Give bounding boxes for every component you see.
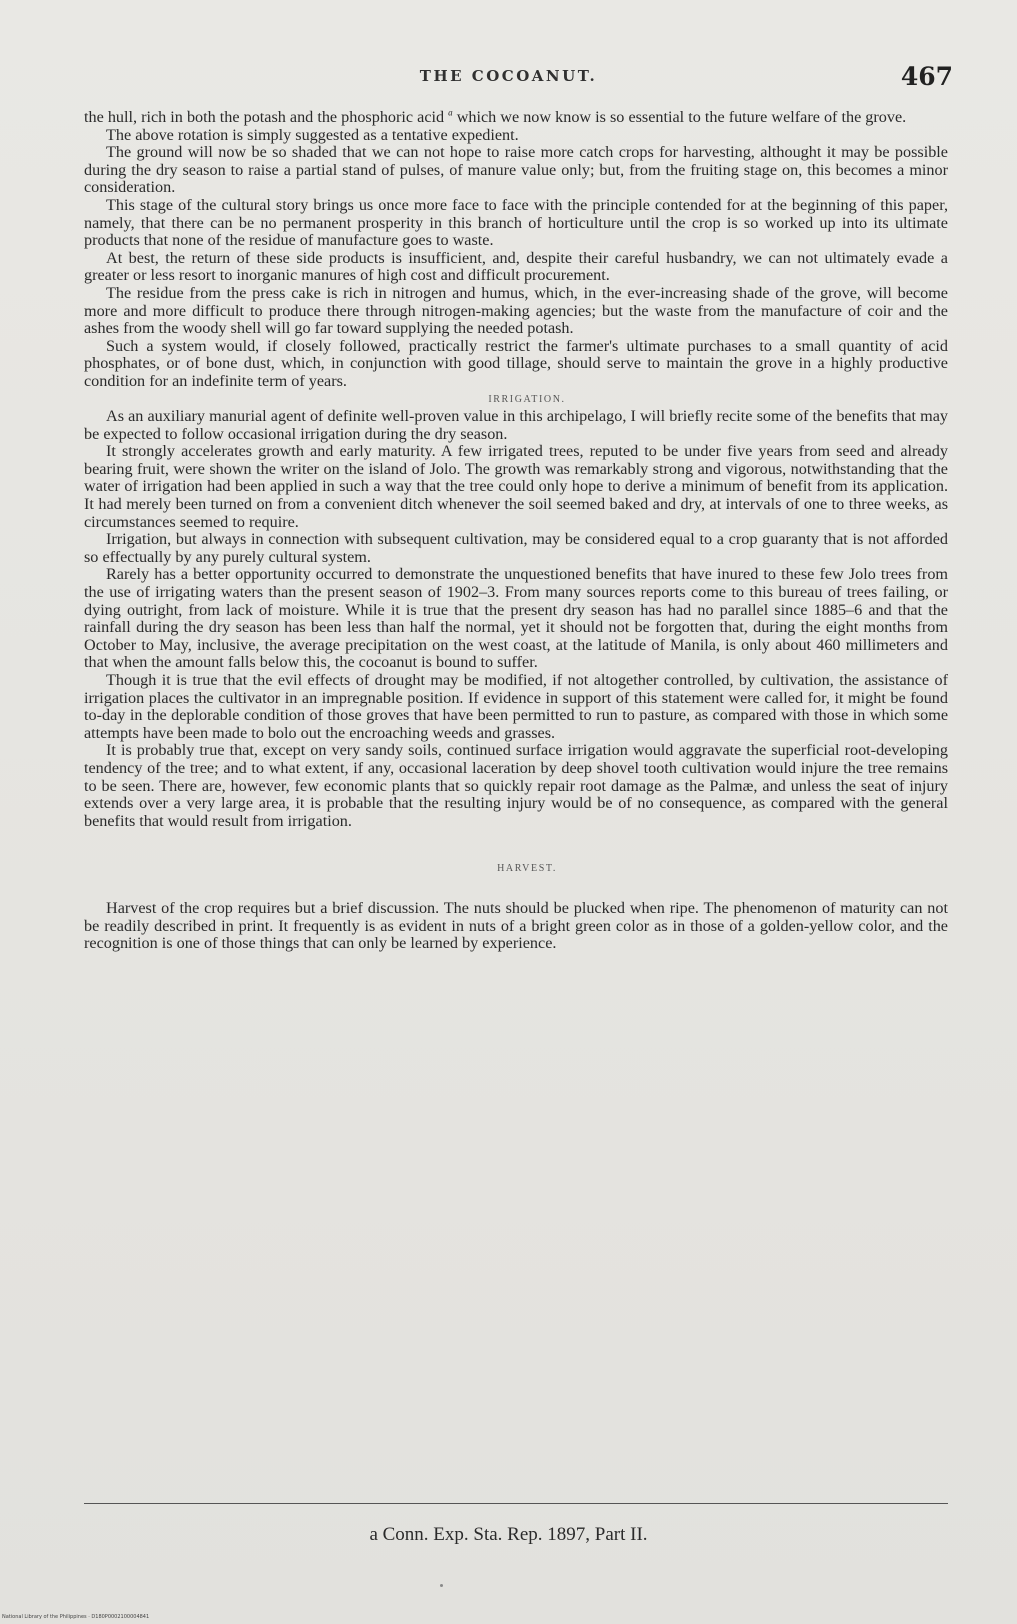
paragraph-opportunity: Rarely has a better opportunity occurred to demonstrate the unquestioned benefits that have inured to these few Jolo trees from the use of irrigating waters than the present season of 1902–3. From many sources reports come to this bureau of trees failing, or dying outright, from lack of moisture. While it is true that the present dry season has had no parallel since 1885–6 and that the rainfall during the dry season has been less than half the normal, yet it should not be forgotten that, during the eight months from October to May, inclusive, the average precipitation on the west coast, at the latitude of Manila, is only about 460 millimeters and that when the amount falls below this, the cocoanut is bound to suffer. (84, 565, 948, 672)
footnote: a Conn. Exp. Sta. Rep. 1897, Part II. (369, 1524, 648, 1545)
scan-speck (440, 1584, 443, 1587)
paragraph-shaded: The ground will now be so shaded that we can not hope to raise more catch crops for harvesting, althought it may be possible during the dry season to raise a partial stand of pulses, of manure value only; but, from the fruiting stage on, this becomes a minor consideration. (84, 143, 948, 197)
footnote-marker: a (448, 107, 453, 118)
footnote-rule (84, 1503, 948, 1504)
paragraph-hull (84, 109, 948, 127)
paragraph-harvest: Harvest of the crop requires but a brief discussion. The nuts should be plucked when ripe. The phenomenon of maturity can not be readily described in print. It frequently is as evident in nuts of a bright green color as in those of a golden-yellow color, and the recognition is one of those things that can only be learned by experience. (84, 898, 948, 953)
scan-label: National Library of the Philippines · D180P0002100004841 (2, 1614, 150, 1620)
paragraph-press-cake: The residue from the press cake is rich in nitrogen and humus, which, in the ever-increasing shade of the grove, will become more and more difficult to produce there through nitrogen-making agencies; but the waste from the manufacture of coir and the ashes from the woody shell will go far toward supplying the needed potash. (84, 283, 948, 338)
paragraph-hull-text-a: the hull, rich in both the potash and the phosphoric acid (84, 108, 445, 126)
paragraph-hull-text-b: which we now know is so essential to the future welfare of the grove. (456, 108, 907, 126)
paragraph-sandy-soils: It is probably true that, except on very sandy soils, continued surface irrigation would aggravate the superficial root-developing tendency of the tree; and to what extent, if any, occasional laceration by deep shovel tooth cultivation would injure the tree remains to be seen. There are, however, few economic plants that so quickly repair root damage as the Palmæ, and unless the seat of injury extends over a very large area, it is probable that the resulting injury would be of no consequence, as compared with the general benefits that would result from irrigation. (84, 741, 948, 830)
section-heading-irrigation: IRRIGATION. (488, 393, 566, 405)
paragraph-rotation: The above rotation is simply suggested as a tentative expedient. (106, 125, 519, 144)
paragraph-accelerates: It strongly accelerates growth and early maturity. A few irrigated trees, reputed to be under five years from seed and already bearing fruit, were shown the writer on the island of Jolo. The growth was remarkably strong and vigorous, notwithstanding that the water of irrigation had been applied in such a way that the tree could only hope to derive a minimum of benefit from its application. It had merely been turned on from a convenient ditch whenever the soil seemed baked and dry, at intervals of one to three weeks, as circumstances seemed to require. (84, 442, 948, 531)
running-title: THE COCOANUT. (419, 67, 598, 85)
paragraph-crop-guaranty: Irrigation, but always in connection with subsequent cultivation, may be considered equal to a crop guaranty that is not afforded so effectually by any purely cultural system. (84, 530, 948, 566)
paragraph-auxiliary: As an auxiliary manurial agent of definite well-proven value in this archipelago, I will briefly recite some of the benefits that may be expected to follow occasional irrigation during the dry season. (84, 407, 948, 443)
paragraph-cultural-story: This stage of the cultural story brings us once more face to face with the principle contended for at the beginning of this paper, namely, that there can be no permanent prosperity in this branch of horticulture until the crop is so worked up into its ultimate products that none of the residue of manufacture goes to waste. (84, 195, 948, 250)
body-text (84, 109, 948, 953)
page-number: 467 (900, 62, 953, 91)
running-head (0, 62, 1017, 92)
paragraph-drought: Though it is true that the evil effects of drought may be modified, if not altogether controlled, by cultivation, the assistance of irrigation places the cultivator in an impregnable position. If evidence in support of this statement were called for, it might be found to-day in the deplorable condition of those groves that have been permitted to run to pasture, as compared with those in which some attempts have been made to bolo out the encroaching weeds and grasses. (84, 671, 948, 742)
section-heading-harvest: HARVEST. (497, 863, 557, 875)
paragraph-system: Such a system would, if closely followed, practically restrict the farmer's ultimate purchases to a small quantity of acid phosphates, or of bone dust, which, in conjunction with good tillage, should serve to maintain the grove in a highly productive condition for an indefinite term of years. (84, 336, 948, 390)
paragraph-side-products: At best, the return of these side products is insufficient, and, despite their careful husbandry, we can not ultimately evade a greater or less resort to inorganic manures of high cost and difficult procurement. (84, 248, 948, 285)
